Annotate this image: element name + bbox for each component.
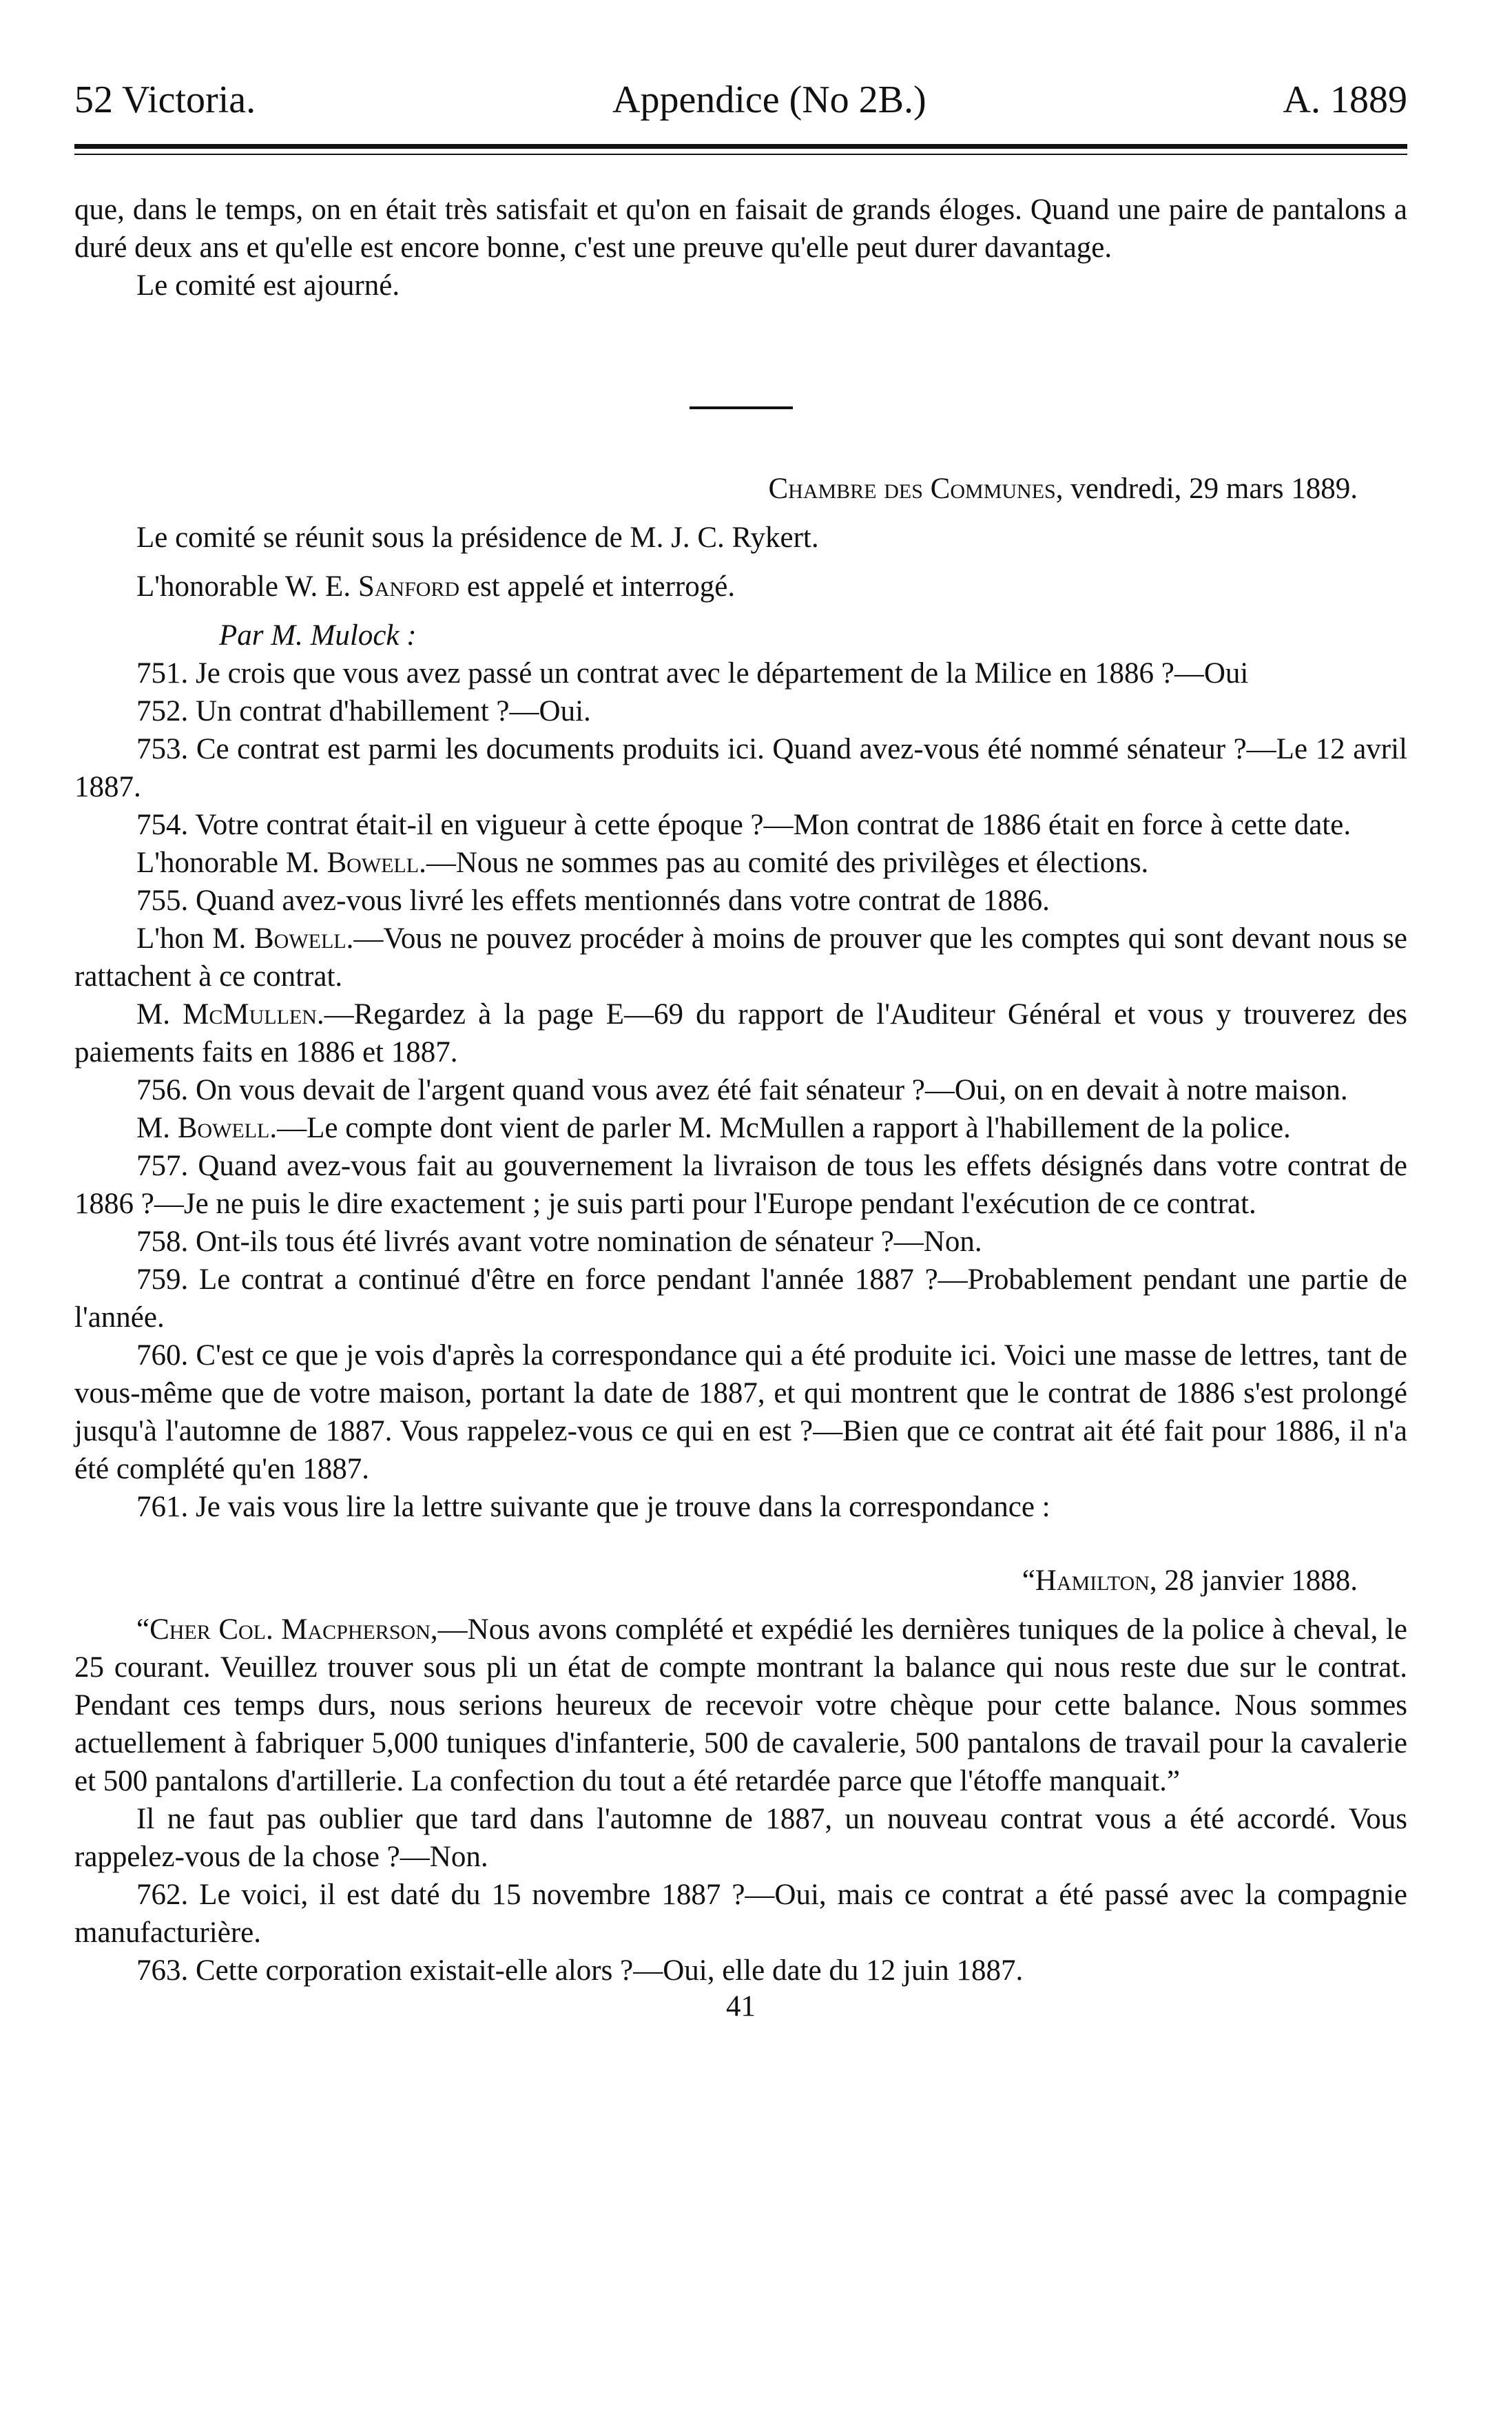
header-rule-thick bbox=[74, 144, 1407, 149]
session-place: Chambre des Communes bbox=[768, 473, 1056, 505]
letter-place: Hamilton bbox=[1035, 1564, 1150, 1597]
bowell-remark-1 bbox=[74, 844, 1407, 882]
committee-meeting-line: Le comité se réunit sous la présidence de M. J. C. Rykert. bbox=[136, 521, 819, 554]
question-759: 759. Le contrat a continué d'être en force pendant l'année 1887 ?—Probablement pendant une partie de l'année. bbox=[74, 1263, 1407, 1334]
session-date: , vendredi, 29 mars 1889. bbox=[1055, 473, 1358, 505]
section-divider bbox=[690, 406, 793, 409]
question-760: 760. C'est ce que je vois d'après la correspondance qui a été produite ici. Voici une masse de lettres, tant de vous-même que de votre maison, portant la date de 1887, et qui montrent que le contrat de 1886 s'est prolongé jusqu'à l'automne de 1887. Vous rappelez-vous ce qui en est ?—Bien que ce contrat ait été fait pour 1886, il n'a été complété qu'en 1887. bbox=[74, 1339, 1407, 1485]
letter-dateline bbox=[74, 1562, 1407, 1600]
question-758: 758. Ont-ils tous été livrés avant votre nomination de sénateur ?—Non. bbox=[136, 1226, 982, 1258]
witness-suffix: est appelé et interrogé. bbox=[459, 570, 736, 603]
question-763: 763. Cette corporation existait-elle alors ?—Oui, elle date du 12 juin 1887. bbox=[136, 1954, 1024, 1987]
question-757: 757. Quand avez-vous fait au gouvernement la livraison de tous les effets désignés dans votre contrat de 1886 ?—Je ne puis le dire exactement ; je suis parti pour l'Europe pendant l'exécution de ce contrat. bbox=[74, 1150, 1407, 1220]
letter-date: , 28 janvier 1888. bbox=[1149, 1564, 1358, 1597]
speaker-remark: .—Regardez à la page E—69 du rapport de l'Auditeur Général et vous y trouverez des paiements faits en 1886 et 1887. bbox=[74, 998, 1408, 1068]
intro-paragraph: que, dans le temps, on en était très satisfait et qu'on en faisait de grands éloges. Quand une paire de pantalons a duré deux ans et qu'elle est encore bonne, c'est une preuve qu'elle peut durer davantage. bbox=[74, 194, 1407, 264]
letter-open-quote: “ bbox=[1022, 1564, 1035, 1597]
mcmullen-remark bbox=[74, 995, 1407, 1071]
question-755: 755. Quand avez-vous livré les effets mentionnés dans votre contrat de 1886. bbox=[136, 885, 1050, 917]
speaker-remark: .—Vous ne pouvez procéder à moins de prouver que les comptes qui sont devant nous se rattachent à ce contrat. bbox=[74, 922, 1407, 993]
speaker-name: Bowell bbox=[327, 847, 420, 879]
witness-prefix: L'honorable W. E. bbox=[136, 570, 358, 603]
session-heading bbox=[74, 470, 1407, 508]
witness-line bbox=[74, 568, 1407, 606]
speaker-prefix: L'honorable M. bbox=[136, 847, 327, 879]
bowell-remark-3 bbox=[74, 1109, 1407, 1147]
examiner-line: Par M. Mulock : bbox=[219, 619, 417, 652]
speaker-prefix: L'hon M. bbox=[136, 922, 254, 955]
question-753: 753. Ce contrat est parmi les documents produits ici. Quand avez-vous été nommé sénateur ?—Le 12 avril 1887. bbox=[74, 733, 1407, 803]
speaker-name: Bowell bbox=[254, 922, 346, 955]
speaker-name: Bowell bbox=[177, 1112, 270, 1144]
header-rule-thin bbox=[74, 154, 1407, 155]
letter-text: ,—Nous avons complété et expédié les dernières tuniques de la police à cheval, le 25 courant. Veuillez trouver sous pli un état de compte montrant la balance qui nous reste due sur le contrat. Pendant ces temps durs, nous serions heureux de recevoir votre chèque pour cette balance. Nous sommes actuellement à fabriquer 5,000 tuniques d'infanterie, 500 de cavalerie, 500 pantalons de travail pour la cavalerie et 500 pantalons d'artillerie. La confection du tout a été retardée parce que l'étoffe manquait.” bbox=[74, 1613, 1407, 1797]
speaker-prefix: M. bbox=[136, 998, 183, 1031]
question-762: 762. Le voici, il est daté du 15 novembre 1887 ?—Oui, mais ce contrat a été passé avec la compagnie manufacturière. bbox=[74, 1879, 1407, 1949]
header-right: A. 1889 bbox=[1283, 79, 1407, 121]
question-761: 761. Je vais vous lire la lettre suivante que je trouve dans la correspondance : bbox=[136, 1491, 1050, 1523]
speaker-prefix: M. bbox=[136, 1112, 178, 1144]
header-center: Appendice (No 2B.) bbox=[612, 79, 926, 121]
witness-name: Sanford bbox=[358, 570, 460, 603]
question-756: 756. On vous devait de l'argent quand vous avez été fait sénateur ?—Oui, on en devait à notre maison. bbox=[136, 1074, 1348, 1106]
body-text bbox=[74, 191, 1407, 2024]
question-752: 752. Un contrat d'habillement ?—Oui. bbox=[136, 695, 591, 727]
letter-salutation: “Cher Col. Macpherson bbox=[136, 1613, 431, 1646]
speaker-name: McMullen bbox=[183, 998, 317, 1031]
speaker-remark: .—Le compte dont vient de parler M. McMullen a rapport à l'habillement de la police. bbox=[269, 1112, 1291, 1144]
question-754: 754. Votre contrat était-il en vigueur à cette époque ?—Mon contrat de 1886 était en force à cette date. bbox=[136, 809, 1352, 841]
page-number: 41 bbox=[726, 1990, 756, 2023]
bowell-remark-2 bbox=[74, 920, 1407, 995]
document-page bbox=[74, 76, 1407, 2024]
follow-up-question: Il ne faut pas oublier que tard dans l'automne de 1887, un nouveau contrat vous a été accordé. Vous rappelez-vous de la chose ?—Non. bbox=[74, 1803, 1407, 1873]
running-header bbox=[74, 76, 1407, 127]
speaker-remark: .—Nous ne sommes pas au comité des privilèges et élections. bbox=[419, 847, 1149, 879]
question-751: 751. Je crois que vous avez passé un contrat avec le département de la Milice en 1886 ?—Oui bbox=[136, 657, 1249, 690]
adjournment-line: Le comité est ajourné. bbox=[136, 269, 400, 302]
letter-body bbox=[74, 1611, 1407, 1800]
header-left: 52 Victoria. bbox=[74, 79, 256, 121]
